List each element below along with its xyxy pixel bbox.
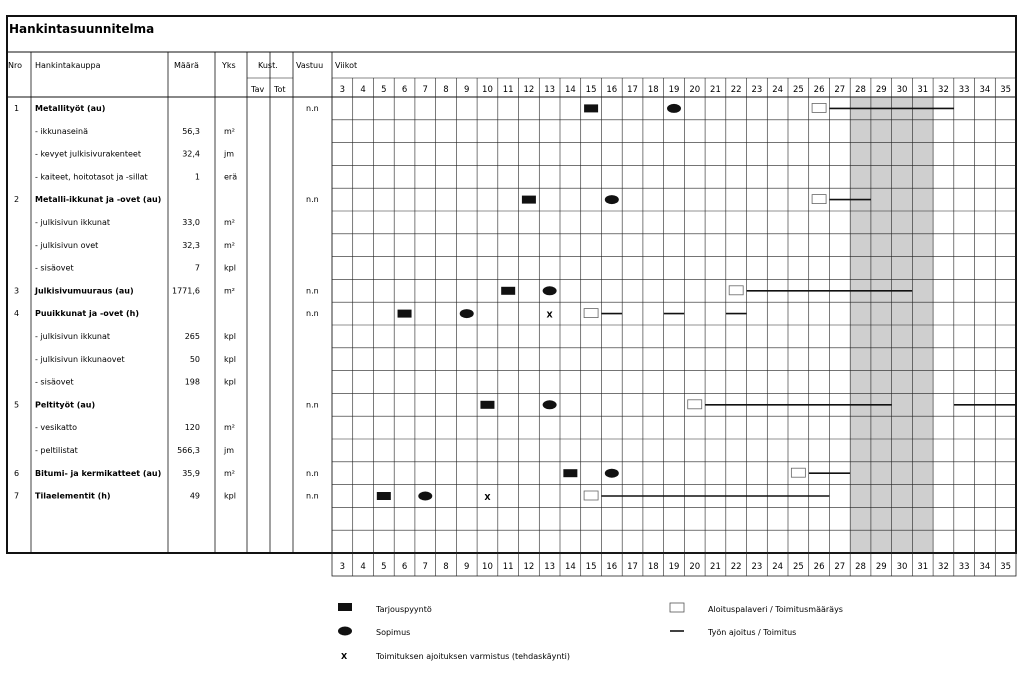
varmistus-marker: X	[546, 310, 553, 320]
tarjouspyynto-marker	[522, 196, 536, 204]
row-unit: kpl	[224, 491, 236, 501]
row-procurement-name: - ikkunaseinä	[35, 126, 88, 136]
week-number-bottom: 24	[772, 562, 784, 572]
week-number-bottom: 12	[523, 562, 535, 572]
week-number-top: 27	[834, 85, 846, 95]
legend	[338, 603, 843, 661]
week-number-top: 26	[813, 85, 825, 95]
row-quantity: 1771,6	[172, 286, 200, 296]
row-number: 6	[14, 468, 20, 478]
week-number-bottom: 11	[502, 562, 514, 572]
aloitus-marker	[812, 103, 826, 112]
week-number-bottom: 32	[938, 562, 949, 572]
aloitus-marker	[584, 309, 598, 318]
week-number-top: 30	[896, 85, 908, 95]
legend-aloitus-label: Aloituspalaveri / Toimitusmääräys	[708, 605, 843, 614]
row-procurement-name: - julkisivun ikkunaovet	[35, 354, 125, 364]
week-number-bottom: 23	[751, 562, 763, 572]
sopimus-marker	[543, 400, 557, 409]
week-number-bottom: 7	[422, 562, 428, 572]
week-number-bottom: 34	[979, 562, 991, 572]
sopimus-marker	[460, 309, 474, 318]
row-responsible: n.n	[306, 286, 319, 296]
row-quantity: 265	[184, 332, 200, 341]
row-procurement-name: Puuikkunat ja -ovet (h)	[35, 309, 140, 319]
week-number-top: 9	[464, 85, 470, 95]
aloitus-marker	[729, 286, 743, 295]
week-number-top: 28	[855, 85, 866, 95]
varmistus-marker: X	[484, 493, 491, 502]
row-procurement-name: - julkisivun ikkunat	[35, 218, 111, 227]
week-number-bottom: 31	[917, 562, 929, 572]
header-hankintakauppa: Hankintakauppa	[35, 61, 101, 70]
week-number-top: 31	[917, 85, 929, 95]
week-number-top: 13	[544, 85, 556, 95]
row-quantity: 566,3	[177, 446, 200, 455]
week-number-bottom: 8	[443, 562, 449, 572]
week-number-top: 18	[647, 85, 659, 95]
row-number: 1	[14, 104, 20, 113]
row-procurement-name: Peltityöt (au)	[35, 400, 96, 410]
row-responsible: n.n	[306, 468, 319, 478]
week-number-top: 20	[689, 85, 701, 95]
week-number-bottom: 15	[585, 562, 597, 572]
aloitus-marker	[688, 400, 702, 409]
week-number-top: 6	[401, 85, 408, 95]
week-number-bottom: 33	[958, 562, 970, 572]
week-number-top: 34	[979, 85, 991, 95]
week-number-bottom: 3	[339, 562, 346, 572]
week-number-top: 15	[585, 85, 597, 95]
row-responsible: n.n	[306, 400, 319, 410]
week-number-top: 4	[360, 85, 366, 95]
tarjouspyynto-marker	[480, 401, 494, 409]
week-number-top: 29	[875, 85, 887, 95]
row-quantity: 32,3	[182, 240, 200, 250]
row-unit: m²	[224, 240, 235, 250]
row-quantity: 50	[189, 354, 200, 364]
row-procurement-name: Metallityöt (au)	[35, 104, 106, 113]
week-number-bottom: 22	[730, 562, 742, 572]
tarjouspyynto-marker	[398, 310, 412, 318]
week-number-top: 21	[710, 85, 721, 95]
header-tot: Tot	[274, 85, 286, 94]
week-number-bottom: 28	[855, 562, 866, 572]
week-number-top: 16	[606, 85, 618, 95]
header-yks: Yks	[222, 61, 236, 70]
week-number-top: 12	[523, 85, 535, 95]
week-number-top: 3	[339, 85, 346, 95]
tarjouspyynto-marker	[501, 287, 515, 295]
row-quantity: 120	[184, 423, 200, 433]
row-procurement-name: - peltilistat	[35, 446, 78, 455]
week-number-bottom: 27	[834, 562, 846, 572]
sopimus-marker	[418, 492, 432, 501]
week-number-bottom: 20	[689, 562, 701, 572]
legend-aloitus-symbol	[670, 603, 684, 612]
week-number-bottom: 16	[606, 562, 618, 572]
week-number-top: 8	[443, 85, 449, 95]
plan-title: Hankintasuunnitelma	[9, 22, 155, 36]
week-number-bottom: 9	[464, 562, 470, 572]
header-viikot: Viikot	[335, 61, 358, 70]
row-procurement-name: - vesikatto	[35, 423, 78, 433]
header-nro: Nro	[8, 61, 22, 70]
week-number-top: 23	[751, 85, 763, 95]
row-quantity: 32,4	[182, 149, 200, 159]
tarjouspyynto-marker	[584, 104, 598, 112]
row-procurement-name: Julkisivumuuraus (au)	[35, 286, 134, 296]
week-number-bottom: 19	[668, 562, 680, 572]
tarjouspyynto-marker	[377, 492, 391, 500]
row-unit: m²	[224, 423, 235, 433]
week-number-bottom: 30	[896, 562, 908, 572]
week-number-top: 35	[1000, 85, 1012, 95]
row-quantity: 7	[194, 263, 200, 273]
row-number: 4	[14, 309, 20, 319]
row-unit: m²	[224, 126, 235, 136]
sopimus-marker	[605, 469, 619, 478]
row-procurement-name: Tilaelementit (h)	[35, 491, 111, 501]
legend-sopimus-symbol	[338, 627, 352, 636]
week-number-top: 33	[958, 85, 970, 95]
row-number: 2	[14, 195, 20, 205]
row-quantity: 35,9	[182, 468, 200, 478]
tarjouspyynto-marker	[563, 469, 577, 477]
week-number-bottom: 17	[627, 562, 638, 572]
week-number-bottom: 21	[710, 562, 721, 572]
row-procurement-name: - sisäovet	[35, 263, 74, 273]
legend-tarjous-symbol	[338, 603, 352, 611]
row-quantity: 198	[184, 377, 200, 387]
row-unit: kpl	[224, 354, 236, 364]
week-number-bottom: 5	[381, 562, 387, 572]
row-procurement-name: Metalli-ikkunat ja -ovet (au)	[35, 195, 162, 205]
week-number-top: 32	[938, 85, 949, 95]
header-maara: Määrä	[174, 61, 199, 70]
row-quantity: 1	[194, 172, 200, 182]
week-number-bottom: 6	[401, 562, 408, 572]
week-number-bottom: 13	[544, 562, 556, 572]
row-responsible: n.n	[306, 309, 319, 319]
row-unit: kpl	[224, 377, 236, 387]
row-quantity: 56,3	[182, 126, 200, 136]
row-number: 5	[14, 400, 20, 410]
week-number-top: 22	[730, 85, 742, 95]
week-number-top: 11	[502, 85, 514, 95]
row-unit: jm	[224, 149, 235, 159]
legend-tarjous-label: Tarjouspyyntö	[376, 605, 432, 614]
week-number-bottom: 10	[482, 562, 493, 572]
week-number-top: 24	[772, 85, 784, 95]
aloitus-marker	[812, 195, 826, 204]
week-number-bottom: 14	[564, 562, 576, 572]
sopimus-marker	[543, 286, 557, 295]
legend-sopimus-label: Sopimus	[376, 628, 411, 637]
sopimus-marker	[605, 195, 619, 204]
aloitus-marker	[791, 468, 805, 477]
row-quantity: 49	[189, 491, 200, 501]
row-unit: m²	[224, 468, 235, 478]
header-vastuu: Vastuu	[296, 61, 324, 70]
legend-varmistus-label: Toimituksen ajoituksen varmistus (tehdaskäynti)	[376, 652, 570, 661]
header-kust: Kust.	[258, 61, 278, 70]
week-number-top: 14	[564, 85, 576, 95]
row-unit: m²	[224, 218, 235, 227]
row-responsible: n.n	[306, 104, 319, 113]
row-unit: kpl	[224, 332, 236, 341]
sopimus-marker	[667, 104, 681, 113]
row-unit: m²	[224, 286, 235, 296]
legend-tyo-label: Työn ajoitus / Toimitus	[708, 628, 797, 637]
week-number-top: 10	[482, 85, 493, 95]
week-number-top: 5	[381, 85, 387, 95]
week-number-top: 25	[792, 85, 804, 95]
header-tav: Tav	[251, 85, 265, 94]
week-number-bottom: 35	[1000, 562, 1012, 572]
legend-varmistus-symbol: X	[341, 652, 348, 661]
row-unit: erä	[224, 172, 238, 182]
week-number-bottom: 25	[792, 562, 804, 572]
row-procurement-name: - kevyet julkisivurakenteet	[35, 149, 141, 159]
week-number-bottom: 18	[647, 562, 659, 572]
row-procurement-name: - julkisivun ovet	[35, 240, 99, 250]
row-quantity: 33,0	[182, 218, 200, 227]
week-number-bottom: 4	[360, 562, 366, 572]
week-number-top: 19	[668, 85, 680, 95]
week-number-top: 17	[627, 85, 638, 95]
row-procurement-name: - julkisivun ikkunat	[35, 332, 111, 341]
row-responsible: n.n	[306, 491, 319, 501]
aloitus-marker	[584, 491, 598, 500]
row-number: 3	[14, 286, 20, 296]
row-unit: jm	[224, 446, 235, 455]
week-number-bottom: 26	[813, 562, 825, 572]
week-number-top: 7	[422, 85, 428, 95]
row-procurement-name: - kaiteet, hoitotasot ja -sillat	[35, 172, 148, 182]
row-unit: kpl	[224, 263, 236, 273]
row-number: 7	[14, 491, 20, 501]
row-procurement-name: - sisäovet	[35, 377, 74, 387]
row-responsible: n.n	[306, 195, 319, 205]
row-procurement-name: Bitumi- ja kermikatteet (au)	[35, 468, 162, 478]
week-number-bottom: 29	[875, 562, 887, 572]
